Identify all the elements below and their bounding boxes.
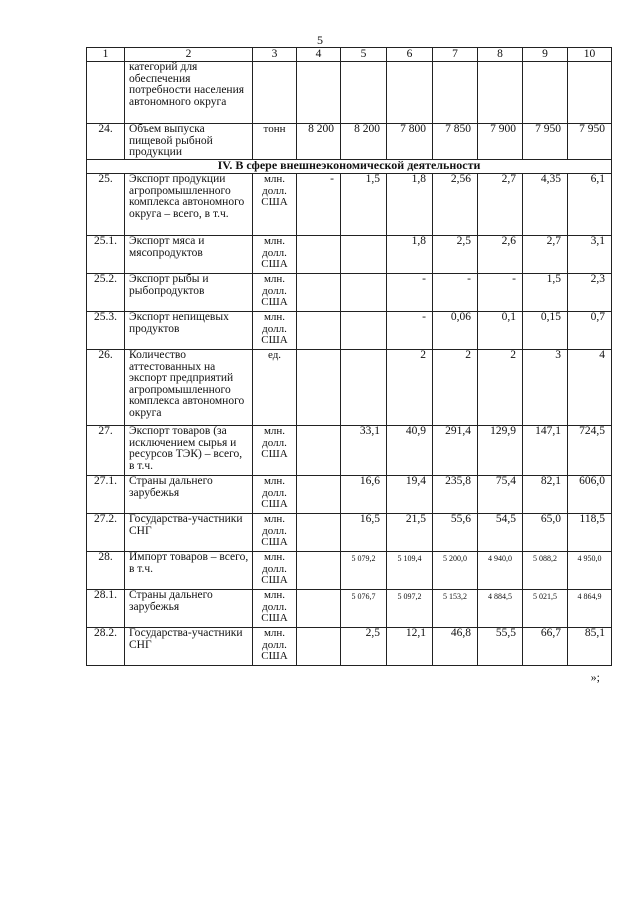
value-cell bbox=[297, 236, 341, 274]
row-number: 25. bbox=[87, 174, 125, 236]
table-row bbox=[87, 174, 612, 236]
value-cell: 65,0 bbox=[523, 514, 568, 552]
value-cell: - bbox=[478, 274, 523, 312]
value-cell bbox=[387, 62, 433, 124]
row-name: Страны дальнего зарубежья bbox=[125, 590, 253, 628]
value-cell: 5 153,2 bbox=[433, 590, 478, 628]
value-cell bbox=[297, 552, 341, 590]
section-row bbox=[87, 160, 612, 174]
row-name: Государства-участники СНГ bbox=[125, 628, 253, 666]
value-cell: 1,5 bbox=[341, 174, 387, 236]
value-cell: 55,5 bbox=[478, 628, 523, 666]
header-cell: 7 bbox=[433, 48, 478, 62]
row-unit: млн. долл. США bbox=[253, 514, 297, 552]
value-cell bbox=[297, 514, 341, 552]
value-cell: 2,56 bbox=[433, 174, 478, 236]
table-row bbox=[87, 236, 612, 274]
section-title: IV. В сфере внешнеэкономической деятельности bbox=[87, 160, 612, 174]
header-cell: 3 bbox=[253, 48, 297, 62]
value-cell bbox=[341, 62, 387, 124]
table-row bbox=[87, 552, 612, 590]
value-cell: 129,9 bbox=[478, 426, 523, 476]
value-cell bbox=[433, 62, 478, 124]
row-unit: тонн bbox=[253, 124, 297, 160]
row-number: 26. bbox=[87, 350, 125, 426]
value-cell: 4 864,9 bbox=[568, 590, 612, 628]
row-unit: млн. долл. США bbox=[253, 236, 297, 274]
value-cell: 7 850 bbox=[433, 124, 478, 160]
value-cell: - bbox=[297, 174, 341, 236]
value-cell: 12,1 bbox=[387, 628, 433, 666]
value-cell: 147,1 bbox=[523, 426, 568, 476]
row-unit: млн. долл. США bbox=[253, 274, 297, 312]
row-number: 24. bbox=[87, 124, 125, 160]
row-name: Страны дальнего зарубежья bbox=[125, 476, 253, 514]
indicators-table bbox=[86, 47, 612, 666]
value-cell: 82,1 bbox=[523, 476, 568, 514]
row-number: 28. bbox=[87, 552, 125, 590]
row-number: 27.2. bbox=[87, 514, 125, 552]
row-name: Государства-участники СНГ bbox=[125, 514, 253, 552]
value-cell: 235,8 bbox=[433, 476, 478, 514]
value-cell: 4 940,0 bbox=[478, 552, 523, 590]
value-cell: 16,5 bbox=[341, 514, 387, 552]
value-cell: 7 950 bbox=[523, 124, 568, 160]
value-cell: - bbox=[433, 274, 478, 312]
value-cell: 2,7 bbox=[478, 174, 523, 236]
value-cell: 5 200,0 bbox=[433, 552, 478, 590]
row-unit: ед. bbox=[253, 350, 297, 426]
value-cell: 6,1 bbox=[568, 174, 612, 236]
value-cell: 2,6 bbox=[478, 236, 523, 274]
value-cell: 46,8 bbox=[433, 628, 478, 666]
row-number: 27. bbox=[87, 426, 125, 476]
header-cell: 10 bbox=[568, 48, 612, 62]
page-number: 5 bbox=[317, 33, 323, 47]
value-cell bbox=[478, 62, 523, 124]
value-cell: 54,5 bbox=[478, 514, 523, 552]
table-row bbox=[87, 514, 612, 552]
row-unit: млн. долл. США bbox=[253, 174, 297, 236]
value-cell: 16,6 bbox=[341, 476, 387, 514]
closing-mark: »; bbox=[590, 670, 600, 684]
table-row bbox=[87, 312, 612, 350]
value-cell: 7 950 bbox=[568, 124, 612, 160]
value-cell: 19,4 bbox=[387, 476, 433, 514]
row-number: 25.2. bbox=[87, 274, 125, 312]
value-cell: 5 021,5 bbox=[523, 590, 568, 628]
value-cell: 5 097,2 bbox=[387, 590, 433, 628]
value-cell: 724,5 bbox=[568, 426, 612, 476]
value-cell bbox=[297, 628, 341, 666]
value-cell bbox=[341, 312, 387, 350]
header-cell: 8 bbox=[478, 48, 523, 62]
table-row bbox=[87, 426, 612, 476]
value-cell: 4 950,0 bbox=[568, 552, 612, 590]
row-number: 28.1. bbox=[87, 590, 125, 628]
row-number: 27.1. bbox=[87, 476, 125, 514]
value-cell: 85,1 bbox=[568, 628, 612, 666]
value-cell: 66,7 bbox=[523, 628, 568, 666]
header-cell: 4 bbox=[297, 48, 341, 62]
row-name: Экспорт продукции агропромышленного комплекса автономного округа – всего, в т.ч. bbox=[125, 174, 253, 236]
row-number: 28.2. bbox=[87, 628, 125, 666]
header-cell: 6 bbox=[387, 48, 433, 62]
row-name: Экспорт непищевых продуктов bbox=[125, 312, 253, 350]
value-cell: 606,0 bbox=[568, 476, 612, 514]
row-name: Объем выпуска пищевой рыбной продукции bbox=[125, 124, 253, 160]
value-cell bbox=[341, 350, 387, 426]
value-cell: 0,15 bbox=[523, 312, 568, 350]
value-cell: 4,35 bbox=[523, 174, 568, 236]
header-cell: 5 bbox=[341, 48, 387, 62]
value-cell: 33,1 bbox=[341, 426, 387, 476]
value-cell: 2 bbox=[433, 350, 478, 426]
value-cell: 0,7 bbox=[568, 312, 612, 350]
value-cell: 40,9 bbox=[387, 426, 433, 476]
value-cell: 21,5 bbox=[387, 514, 433, 552]
value-cell: 7 900 bbox=[478, 124, 523, 160]
value-cell: 2,5 bbox=[341, 628, 387, 666]
value-cell: 1,8 bbox=[387, 236, 433, 274]
table-row bbox=[87, 350, 612, 426]
row-name: Экспорт товаров (за исключением сырья и ресурсов ТЭК) – всего, в т.ч. bbox=[125, 426, 253, 476]
header-cell: 2 bbox=[125, 48, 253, 62]
value-cell: - bbox=[387, 274, 433, 312]
header-row bbox=[87, 48, 612, 62]
value-cell bbox=[297, 350, 341, 426]
row-name: Экспорт рыбы и рыбопродуктов bbox=[125, 274, 253, 312]
value-cell bbox=[568, 62, 612, 124]
value-cell bbox=[297, 312, 341, 350]
row-name: Импорт товаров – всего, в т.ч. bbox=[125, 552, 253, 590]
value-cell: 2 bbox=[387, 350, 433, 426]
value-cell: 5 088,2 bbox=[523, 552, 568, 590]
value-cell bbox=[341, 274, 387, 312]
continuation-row bbox=[87, 62, 612, 124]
value-cell bbox=[523, 62, 568, 124]
value-cell bbox=[297, 476, 341, 514]
value-cell: 0,1 bbox=[478, 312, 523, 350]
value-cell bbox=[297, 274, 341, 312]
data-rows bbox=[87, 174, 612, 666]
value-cell: 4 884,5 bbox=[478, 590, 523, 628]
row-unit: млн. долл. США bbox=[253, 590, 297, 628]
value-cell: 1,5 bbox=[523, 274, 568, 312]
row-unit: млн. долл. США bbox=[253, 552, 297, 590]
table-row bbox=[87, 628, 612, 666]
row-unit: млн. долл. США bbox=[253, 476, 297, 514]
table-row bbox=[87, 274, 612, 312]
value-cell: 8 200 bbox=[297, 124, 341, 160]
value-cell: 5 076,7 bbox=[341, 590, 387, 628]
value-cell: 2,5 bbox=[433, 236, 478, 274]
value-cell: 291,4 bbox=[433, 426, 478, 476]
value-cell: 3,1 bbox=[568, 236, 612, 274]
row-unit: млн. долл. США bbox=[253, 628, 297, 666]
value-cell: 3 bbox=[523, 350, 568, 426]
value-cell: 118,5 bbox=[568, 514, 612, 552]
value-cell: 2,7 bbox=[523, 236, 568, 274]
table-row bbox=[87, 476, 612, 514]
row-name: категорий для обеспечения потребности населения автономного округа bbox=[125, 62, 253, 124]
header-cell: 9 bbox=[523, 48, 568, 62]
value-cell bbox=[341, 236, 387, 274]
value-cell bbox=[297, 590, 341, 628]
value-cell bbox=[297, 426, 341, 476]
value-cell: - bbox=[387, 312, 433, 350]
row-unit: млн. долл. США bbox=[253, 426, 297, 476]
row-unit bbox=[253, 62, 297, 124]
value-cell: 0,06 bbox=[433, 312, 478, 350]
value-cell: 5 109,4 bbox=[387, 552, 433, 590]
value-cell bbox=[297, 62, 341, 124]
value-cell: 5 079,2 bbox=[341, 552, 387, 590]
value-cell: 8 200 bbox=[341, 124, 387, 160]
value-cell: 4 bbox=[568, 350, 612, 426]
row-number: 25.3. bbox=[87, 312, 125, 350]
table-row bbox=[87, 590, 612, 628]
row-name: Экспорт мяса и мясопродуктов bbox=[125, 236, 253, 274]
row-number bbox=[87, 62, 125, 124]
value-cell: 75,4 bbox=[478, 476, 523, 514]
row-number: 25.1. bbox=[87, 236, 125, 274]
value-cell: 7 800 bbox=[387, 124, 433, 160]
value-cell: 55,6 bbox=[433, 514, 478, 552]
value-cell: 2,3 bbox=[568, 274, 612, 312]
row-name: Количество аттестованных на экспорт предприятий агропромышленного комплекса автономного округа bbox=[125, 350, 253, 426]
row-unit: млн. долл. США bbox=[253, 312, 297, 350]
value-cell: 1,8 bbox=[387, 174, 433, 236]
header-cell: 1 bbox=[87, 48, 125, 62]
table-row bbox=[87, 124, 612, 160]
value-cell: 2 bbox=[478, 350, 523, 426]
